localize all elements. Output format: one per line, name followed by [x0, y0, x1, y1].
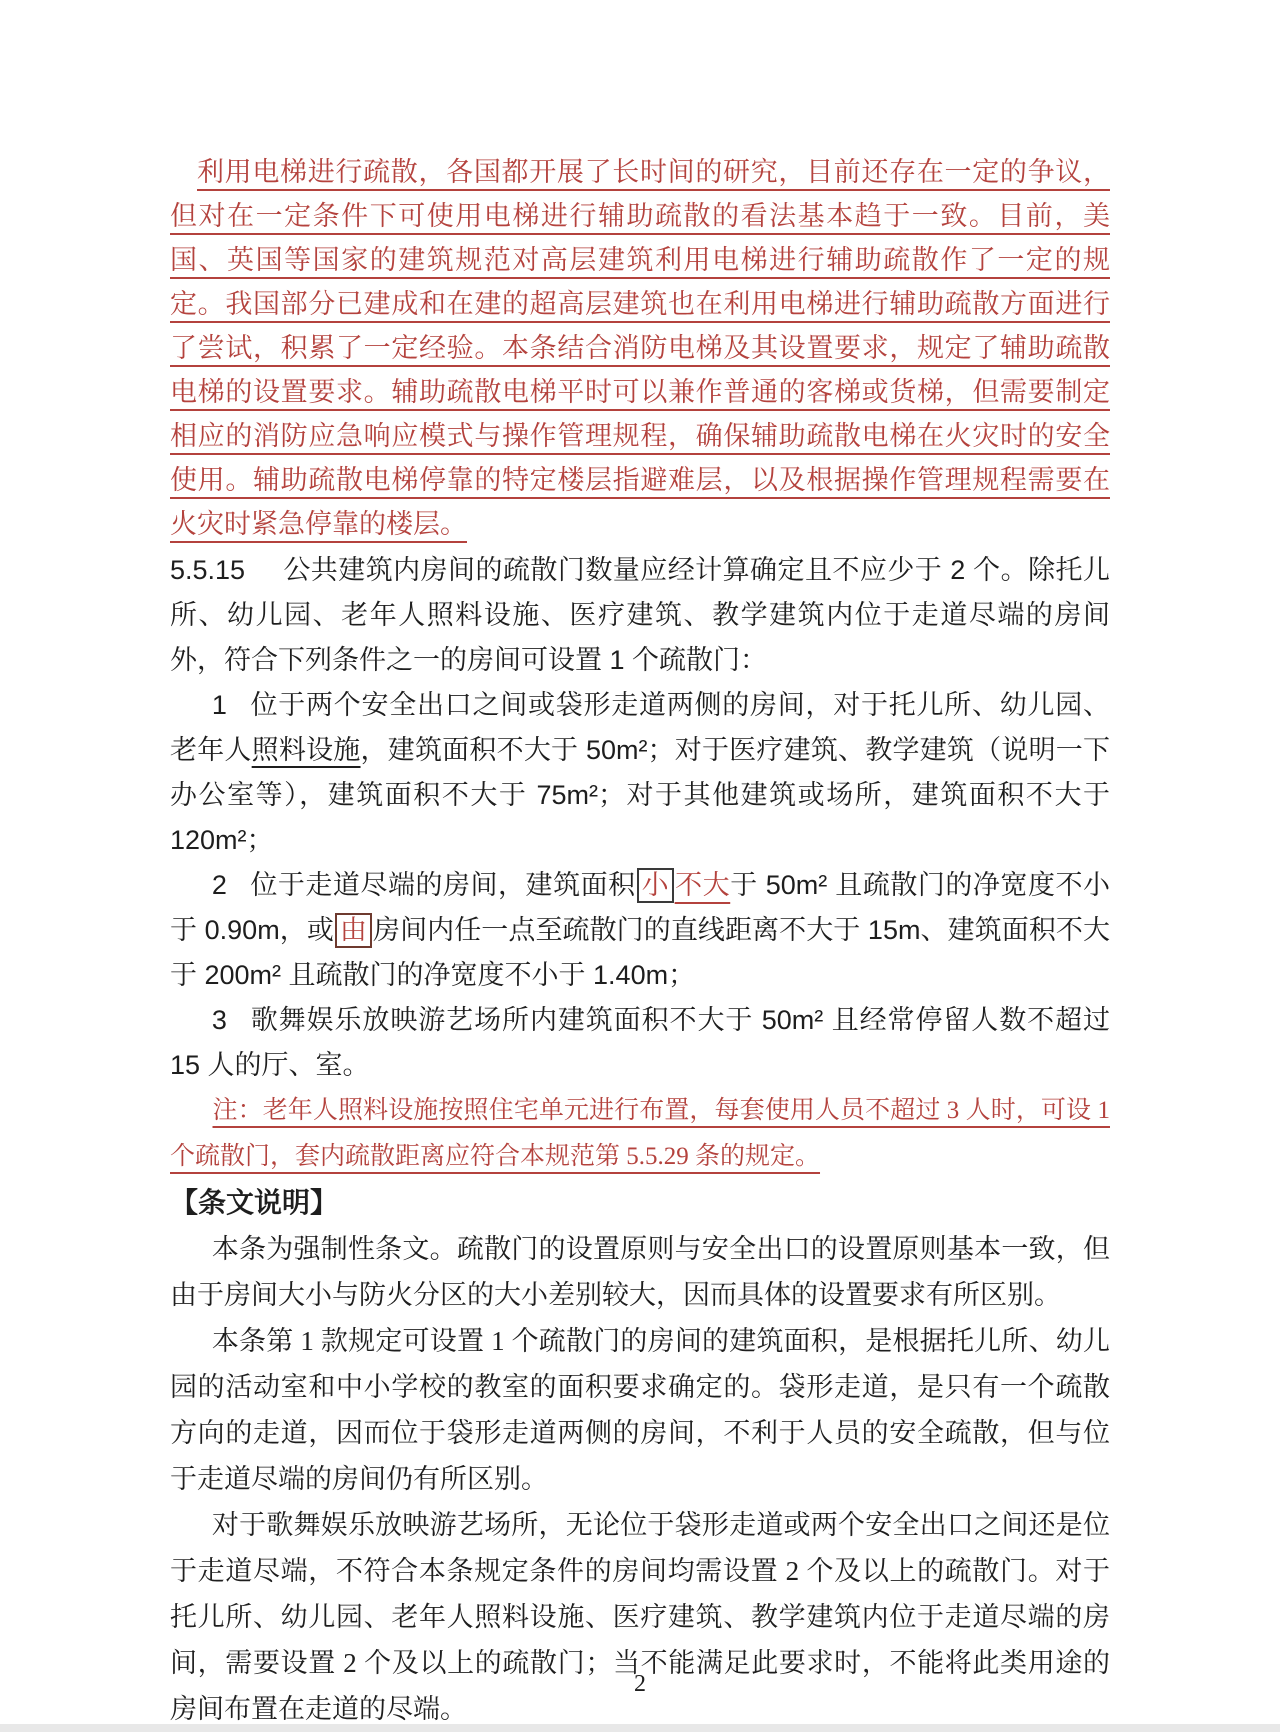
revision-intro-paragraph: 利用电梯进行疏散，各国都开展了长时间的研究，目前还存在一定的争议，但对在一定条件下可使用电梯进行辅助疏散的看法基本趋于一致。目前，美国、英国等国家的建筑规范对高层建筑利用电梯进行辅助疏散作了一定的规定。我国部分已建成和在建的超高层建筑也在利用电梯进行辅助疏散方面进行了尝试，积累了一定经验。本条结合消防电梯及其设置要求，规定了辅助疏散电梯的设置要求。辅助疏散电梯平时可以兼作普通的客梯或货梯，但需要制定相应的消防应急响应模式与操作管理规程，确保辅助疏散电梯在火灾时的安全使用。辅助疏散电梯停靠的特定楼层指避难层，以及根据操作管理规程需要在火灾时紧急停靠的楼层。 — [170, 157, 1110, 539]
commentary-paragraph-3: 对于歌舞娱乐放映游艺场所，无论位于袋形走道或两个安全出口之间还是位于走道尽端，不符合本条规定条件的房间均需设置 2 个及以上的疏散门。对于托儿所、幼儿园、老年人照料设施、医疗建筑、教学建筑内位于走道尽端的房间，需要设置 2 个及以上的疏散门；当不能满足此要求时，不能将此类用途的房间布置在走道的尽端。 — [170, 1510, 1110, 1724]
commentary-heading: 【条文说明】 — [170, 1187, 339, 1218]
item-1-number: 1 — [211, 690, 227, 720]
clause-item-2 — [170, 863, 1110, 998]
item-1-underlined-text: 照料设施 — [251, 735, 361, 765]
clause-item-1 — [170, 683, 1110, 863]
clause-number: 5.5.15 — [170, 555, 246, 585]
item-2-number: 2 — [211, 870, 227, 900]
item-2-boxed-char-xiao: 小 — [637, 868, 674, 903]
item-2-text-continued: 于 50m² 且疏散门的净宽度不小于 0.90m，或 — [170, 870, 1110, 945]
item-2-boxed-char-you: 由 — [335, 913, 372, 948]
item-1-text: 位于两个安全出口之间或袋形走道两侧的房间，对于托儿所、幼儿园、老年人 — [170, 690, 1110, 765]
item-2-inserted-red-text: 不大 — [674, 870, 731, 900]
item-2-text-end: 房间内任一点至疏散门的直线距离不大于 15m、建筑面积不大于 200m² 且疏散门的净宽度不小于 1.40m； — [170, 915, 1110, 990]
clause-5-5-15 — [170, 548, 1110, 683]
clause-item-3 — [170, 998, 1110, 1088]
revision-note: 注：老年人照料设施按照住宅单元进行布置，每套使用人员不超过 3 人时，可设 1 个疏散门，套内疏散距离应符合本规范第 5.5.29 条的规定。 — [170, 1097, 1110, 1170]
item-1-text-continued: ，建筑面积不大于 50m²；对于医疗建筑、教学建筑（说明一下办公室等），建筑面积不大于 75m²；对于其他建筑或场所，建筑面积不大于 120m²； — [170, 735, 1111, 855]
clause-text: 公共建筑内房间的疏散门数量应经计算确定且不应少于 2 个。除托儿所、幼儿园、老年人照料设施、医疗建筑、教学建筑内位于走道尽端的房间外，符合下列条件之一的房间可设置 1 个疏散门： — [170, 555, 1110, 675]
commentary-paragraph-1: 本条为强制性条文。疏散门的设置原则与安全出口的设置原则基本一致，但由于房间大小与防火分区的大小差别较大，因而具体的设置要求有所区别。 — [170, 1234, 1110, 1310]
item-3-text: 歌舞娱乐放映游艺场所内建筑面积不大于 50m² 且经常停留人数不超过 15 人的厅、室。 — [170, 1005, 1110, 1080]
item-3-number: 3 — [211, 1005, 227, 1035]
page-number: 2 — [634, 1671, 646, 1697]
item-2-text: 位于走道尽端的房间，建筑面积 — [249, 870, 636, 900]
commentary-paragraph-2: 本条第 1 款规定可设置 1 个疏散门的房间的建筑面积，是根据托儿所、幼儿园的活动室和中小学校的教室的面积要求确定的。袋形走道，是只有一个疏散方向的走道，因而位于袋形走道两侧的房间，不利于人员的安全疏散，但与位于走道尽端的房间仍有所区别。 — [170, 1326, 1110, 1494]
